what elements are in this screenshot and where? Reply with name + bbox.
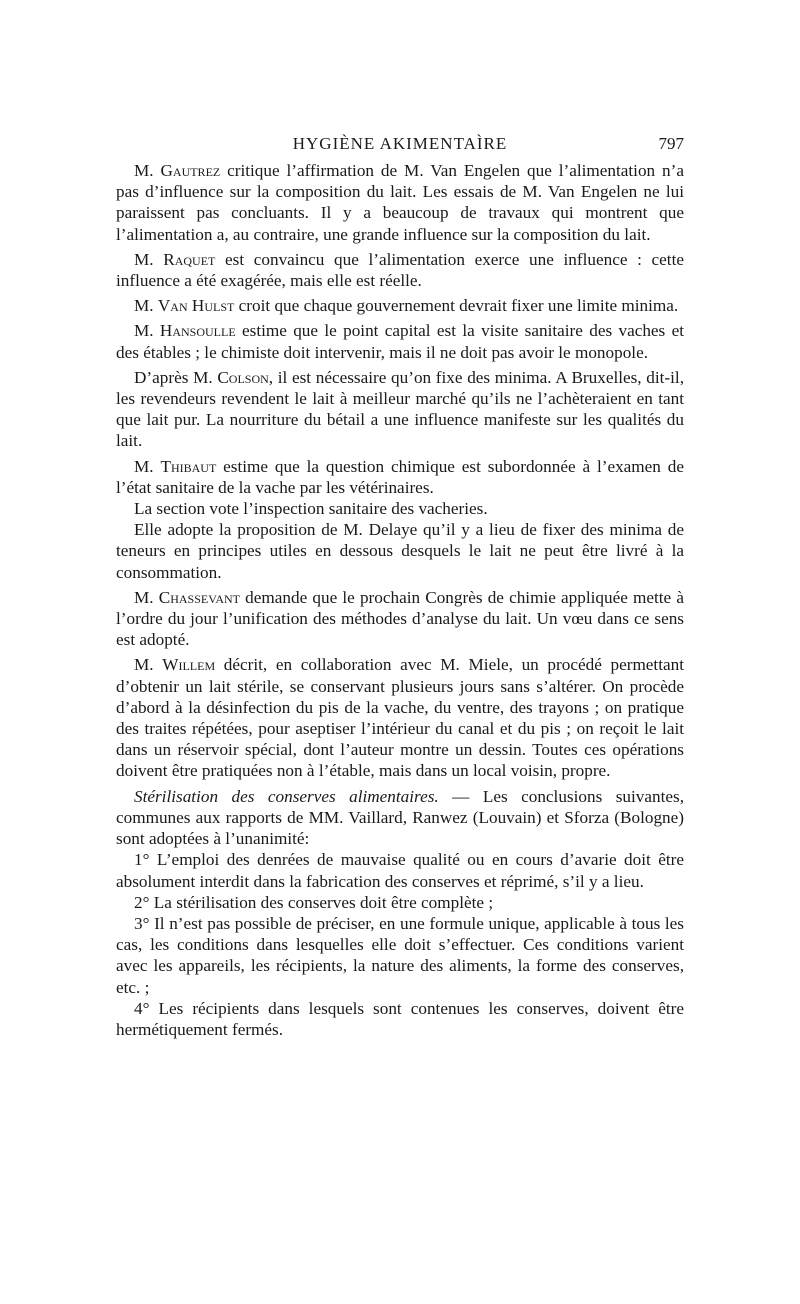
paragraph-text: Elle adopte la proposition de M. Delaye qu’il y a lieu de fixer des minima de teneurs en principes utiles en dessous desquels le lait ne peut être livré à la consommation. [116, 520, 684, 582]
speaker-name: Willem [162, 655, 216, 675]
paragraph-colson [116, 367, 684, 452]
speaker-prefix: M. [134, 655, 163, 675]
paragraph-text: croit que chaque gouvernement devrait fixer une limite minima. [234, 296, 679, 316]
body-text [116, 160, 684, 1040]
conclusion-item-3: 3° Il n’est pas possible de préciser, en une formule unique, applicable à tous les cas, les conditions dans lesquelles elle doit s’effectuer. Ces conditions varient avec les appareils, les récipients, la nature des aliments, la forme des conserves, etc. ; [116, 913, 684, 997]
page-header [116, 134, 684, 158]
conclusion-item-4: 4° Les récipients dans lesquels sont contenues les conserves, doivent être hermétiquement fermés. [116, 998, 684, 1039]
speaker-prefix: M. [134, 249, 164, 269]
speaker-name: Raquet [163, 249, 216, 269]
speaker-prefix: M. [134, 161, 161, 180]
paragraph-text: décrit, en collaboration avec M. Miele, un procédé permettant d’obtenir un lait stérile, se conservant plusieurs jours sans s’altérer. On procède d’abord à la désinfection du pis de la vache, du ventre, des trayons ; on pratique des traites répétées, pour aseptiser l’intérieur du canal et du pis ; on reçoit le lait dans un réservoir spécial, dont l’auteur montre un dessin. Toutes ces opérations doivent être pratiquées non à l’étable, mais dans un local voisin, propre. [116, 655, 684, 781]
speaker-prefix: M. [134, 587, 159, 607]
paragraph-hansoulle [116, 320, 684, 362]
running-title: HYGIÈNE AKIMENTAÌRE [292, 134, 508, 153]
paragraph-text: critique l’affirmation de M. Van Engelen que l’alimentation n’a pas d’influence sur la composition du lait. Les essais de M. Van Engelen ne lui paraissent pas concluants. Il y a beaucoup de travaux qui montrent que l’alimentation a, au contraire, une grande influence sur la composition du lait. [116, 161, 684, 244]
paragraph-section-vote [116, 498, 684, 519]
conclusion-item-2: 2° La stérilisation des conserves doit être complète ; [134, 892, 494, 912]
paragraph-text: estime que le point capital est la visite sanitaire des vaches et des étables ; le chimiste doit intervenir, mais il ne doit pas avoir le monopole. [116, 321, 684, 362]
section-heading: Stérilisation des conserves alimentaires. [134, 786, 439, 806]
speaker-prefix: D’après M. [134, 367, 218, 387]
paragraph-gautrez [116, 160, 684, 245]
speaker-name: Chassevant [158, 587, 241, 607]
speaker-name: Gautrez [160, 161, 221, 180]
paragraph-willem [116, 654, 684, 781]
paragraph-text: estime que la question chimique est subordonnée à l’examen de l’état sanitaire de la vache par les vétérinaires. [116, 456, 684, 497]
paragraph-text: est convaincu que l’alimentation exerce une influence : cette influence a été exagérée, mais elle est réelle. [116, 249, 684, 291]
speaker-prefix: M. [134, 456, 161, 476]
speaker-prefix: M. [134, 321, 160, 341]
page-number: 797 [658, 134, 684, 153]
speaker-name: Hansoulle [159, 321, 236, 341]
paragraph-text: — Les conclusions suivantes, communes aux rapports de MM. Vaillard, Ranwez (Louvain) et Sforza (Bologne) sont adoptées à l’unanimité: [116, 786, 684, 849]
paragraph-sterilisation-intro [116, 786, 684, 850]
paragraph-text: demande que le prochain Congrès de chimie appliquée mette à l’ordre du jour l’unification des méthodes d’analyse du lait. Un vœu dans ce sens est adopté. [116, 587, 684, 650]
conclusion-item-1: 1° L’emploi des denrées de mauvaise qualité ou en cours d’avarie doit être absolument interdit dans la fabrication des conserves et réprimé, s’il y a lieu. [116, 850, 684, 891]
speaker-name: Thibaut [160, 456, 217, 476]
paragraph-van-hulst [116, 295, 684, 316]
paragraph-text: La section vote l’inspection sanitaire des vacheries. [134, 499, 488, 519]
paragraph-text: , il est nécessaire qu’on fixe des minima. A Bruxelles, dit-il, les revendeurs revendent le lait à meilleur marché qu’ils ne l’achèteraient en tant que lait pur. La nourriture du bétail a une influence manifeste sur les qualités du lait. [116, 367, 684, 451]
paragraph-thibaut [116, 456, 684, 498]
paragraph-chassevant [116, 587, 684, 651]
paragraph-delaye [116, 519, 684, 583]
speaker-name: Van Hulst [157, 296, 235, 316]
speaker-name: Colson [217, 367, 269, 387]
paragraph-raquet [116, 249, 684, 291]
speaker-prefix: M. [134, 296, 158, 316]
